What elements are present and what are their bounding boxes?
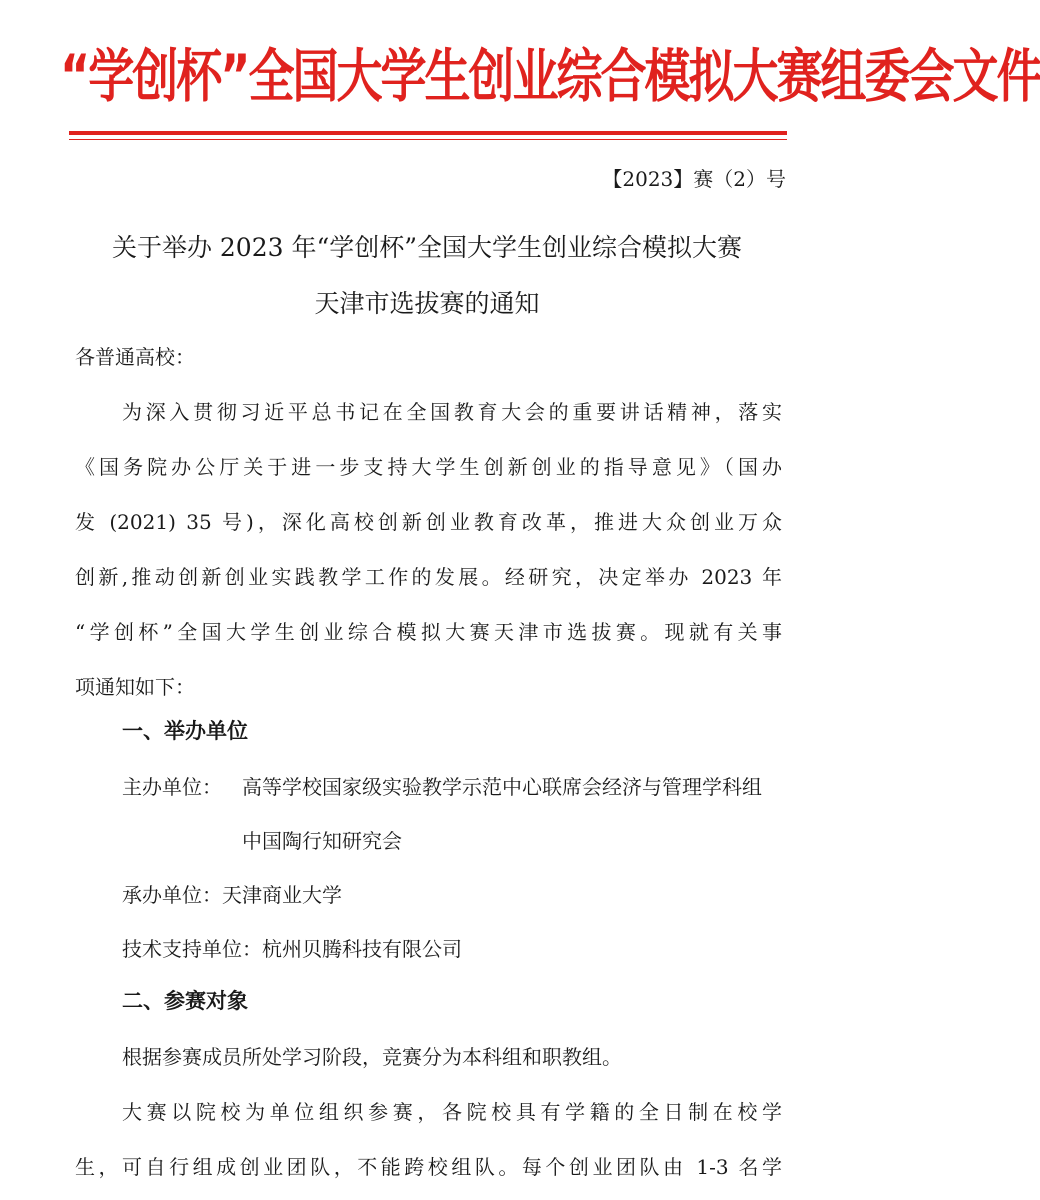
- participants-para-1: 根据参赛成员所处学习阶段，竞赛分为本科组和职教组。: [122, 1045, 622, 1069]
- masthead-title: “学创杯”全国大学生创业综合模拟大赛组委会文件: [60, 42, 1040, 110]
- section-heading-participants: 二、参赛对象: [122, 989, 248, 1013]
- notice-title-line-1: 关于举办 2023 年“学创杯”全国大学生创业综合模拟大赛: [111, 233, 743, 262]
- intro-line: 《国务院办公厅关于进一步支持大学生创新创业的指导意见》（国办: [75, 455, 782, 479]
- masthead-rule-thin: [69, 139, 787, 140]
- participants-para-2-line-1: 大赛以院校为单位组织参赛，各院校具有学籍的全日制在校学: [122, 1100, 782, 1124]
- tech-support-line: 技术支持单位：杭州贝腾科技有限公司: [122, 937, 462, 961]
- participants-para-2-line-2: 生，可自行组成创业团队，不能跨校组队。每个创业团队由 1-3 名学: [75, 1155, 782, 1179]
- document-number: 【2023】赛（2）号: [602, 167, 786, 191]
- organizer-line: 承办单位：天津商业大学: [122, 883, 342, 907]
- host-label: 主办单位：: [122, 775, 222, 799]
- intro-line: 创新,推动创新创业实践教学工作的发展。经研究，决定举办 2023 年: [75, 565, 782, 589]
- intro-line: “学创杯”全国大学生创业综合模拟大赛天津市选拔赛。现就有关事: [75, 620, 782, 644]
- host-line-2: 中国陶行知研究会: [242, 829, 402, 853]
- intro-line: 发 (2021) 35 号)，深化高校创新创业教育改革，推进大众创业万众: [75, 510, 782, 534]
- host-line-1: 高等学校国家级实验教学示范中心联席会经济与管理学科组: [242, 775, 762, 799]
- intro-line: 为深入贯彻习近平总书记在全国教育大会的重要讲话精神，落实: [122, 400, 782, 424]
- notice-title-line-2: 天津市选拔赛的通知: [314, 289, 540, 318]
- intro-line: 项通知如下：: [75, 675, 195, 699]
- masthead-rule-thick: [69, 131, 787, 135]
- section-heading-organizers: 一、举办单位: [122, 719, 248, 743]
- salutation: 各普通高校：: [75, 345, 195, 369]
